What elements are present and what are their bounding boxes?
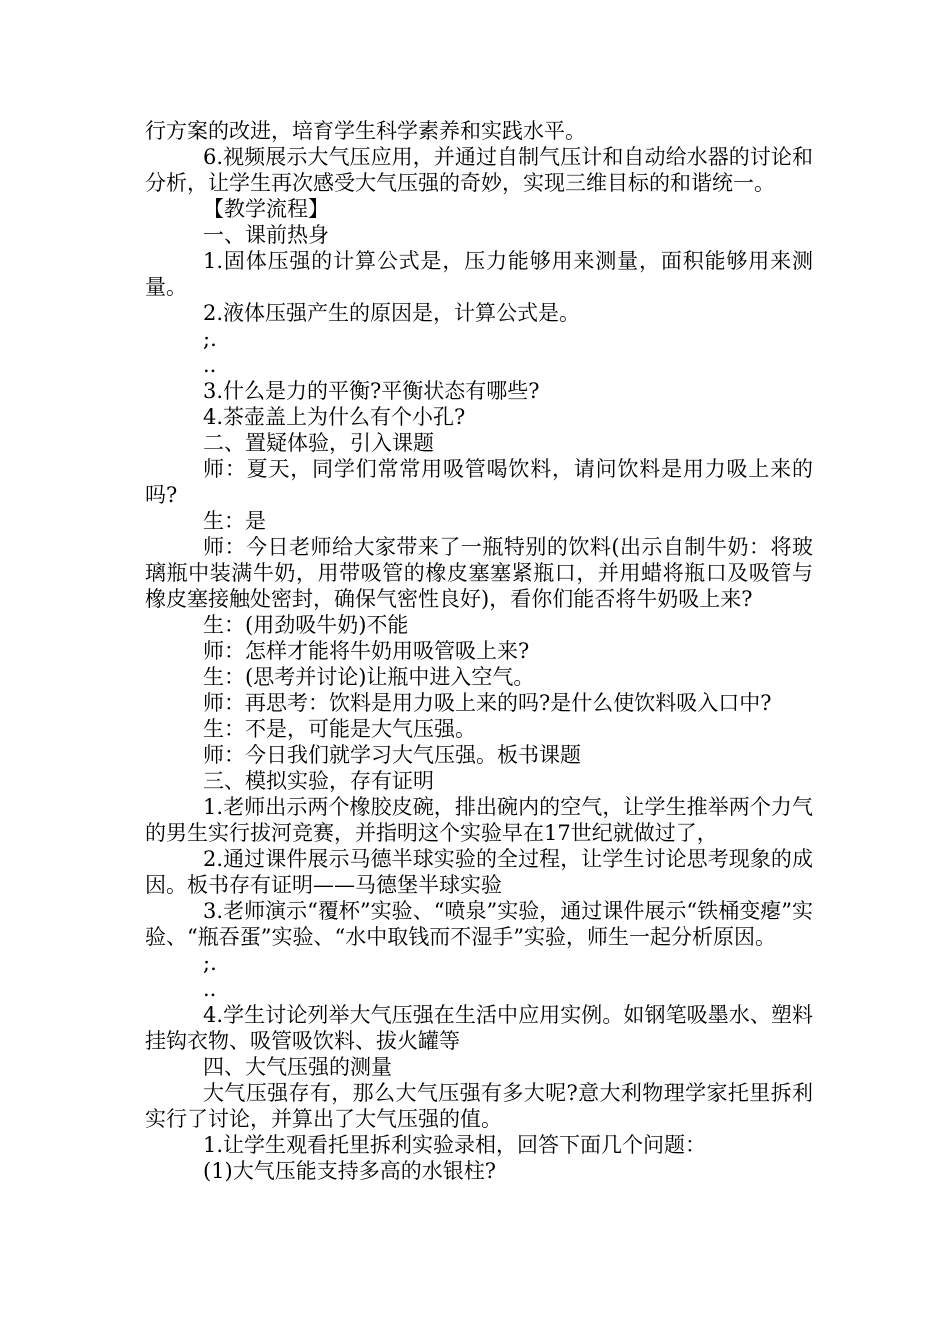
paragraph: 四、大气压强的测量 bbox=[203, 1055, 392, 1079]
paragraph: 师：夏天，同学们常常用吸管喝饮料，请问饮料是用力吸上来的吗? bbox=[145, 457, 813, 507]
paragraph: 3.什么是力的平衡?平衡状态有哪些? bbox=[203, 379, 540, 403]
paragraph: 生：是 bbox=[203, 509, 266, 533]
paragraph: 三、模拟实验，存有证明 bbox=[203, 769, 434, 793]
paragraph: 师：今日我们就学习大气压强。板书课题 bbox=[203, 743, 581, 767]
paragraph: 3.老师演示“覆杯”实验、“喷泉”实验，通过课件展示“铁桶变瘪”实验、“瓶吞蛋”实验、“水中取钱而不湿手”实验，师生一起分析原因。 bbox=[145, 899, 813, 949]
paragraph: 大气压强存有，那么大气压强有多大呢?意大利物理学家托里拆利实行了讨论，并算出了大气压强的值。 bbox=[145, 1081, 813, 1131]
paragraph: 二、置疑体验，引入课题 bbox=[203, 431, 434, 455]
paragraph: 师：再思考：饮料是用力吸上来的吗?是什么使饮料吸入口中? bbox=[203, 691, 772, 715]
paragraph: ;. bbox=[203, 951, 217, 975]
paragraph: 生：不是，可能是大气压强。 bbox=[203, 717, 476, 741]
paragraph: 6.视频展示大气压应用，并通过自制气压计和自动给水器的讨论和分析，让学生再次感受大气压强的奇妙，实现三维目标的和谐统一。 bbox=[145, 145, 813, 195]
paragraph: 师：怎样才能将牛奶用吸管吸上来? bbox=[203, 639, 530, 663]
paragraph: (1)大气压能支持多高的水银柱? bbox=[203, 1159, 497, 1183]
paragraph: 1.固体压强的计算公式是，压力能够用来测量，面积能够用来测量。 bbox=[145, 249, 813, 299]
paragraph: 生：(思考并讨论)让瓶中进入空气。 bbox=[203, 665, 535, 689]
paragraph: 1.让学生观看托里拆利实验录相，回答下面几个问题： bbox=[203, 1133, 707, 1157]
paragraph: 行方案的改进，培育学生科学素养和实践水平。 bbox=[145, 119, 586, 143]
paragraph: 1.老师出示两个橡胶皮碗，排出碗内的空气，让学生推举两个力气的男生实行拔河竞赛，并指明这个实验早在17世纪就做过了， bbox=[145, 795, 813, 845]
paragraph: .. bbox=[203, 977, 217, 1001]
paragraph: 一、课前热身 bbox=[203, 223, 329, 247]
paragraph: 2.液体压强产生的原因是，计算公式是。 bbox=[203, 301, 581, 325]
document-body bbox=[145, 118, 813, 1184]
paragraph: 2.通过课件展示马德半球实验的全过程，让学生讨论思考现象的成因。板书存有证明——马德堡半球实验 bbox=[145, 847, 813, 897]
paragraph: .. bbox=[203, 353, 217, 377]
paragraph: 4.茶壶盖上为什么有个小孔? bbox=[203, 405, 466, 429]
paragraph: 生：(用劲吸牛奶)不能 bbox=[203, 613, 409, 637]
paragraph: ;. bbox=[203, 327, 217, 351]
paragraph: 4.学生讨论列举大气压强在生活中应用实例。如钢笔吸墨水、塑料挂钩衣物、吸管吸饮料、拔火罐等 bbox=[145, 1003, 813, 1053]
paragraph: 师：今日老师给大家带来了一瓶特别的饮料(出示自制牛奶：将玻璃瓶中装满牛奶，用带吸管的橡皮塞塞紧瓶口，并用蜡将瓶口及吸管与橡皮塞接触处密封，确保气密性良好)，看你们能否将牛奶吸上来? bbox=[145, 535, 813, 611]
paragraph: 【教学流程】 bbox=[203, 197, 329, 221]
